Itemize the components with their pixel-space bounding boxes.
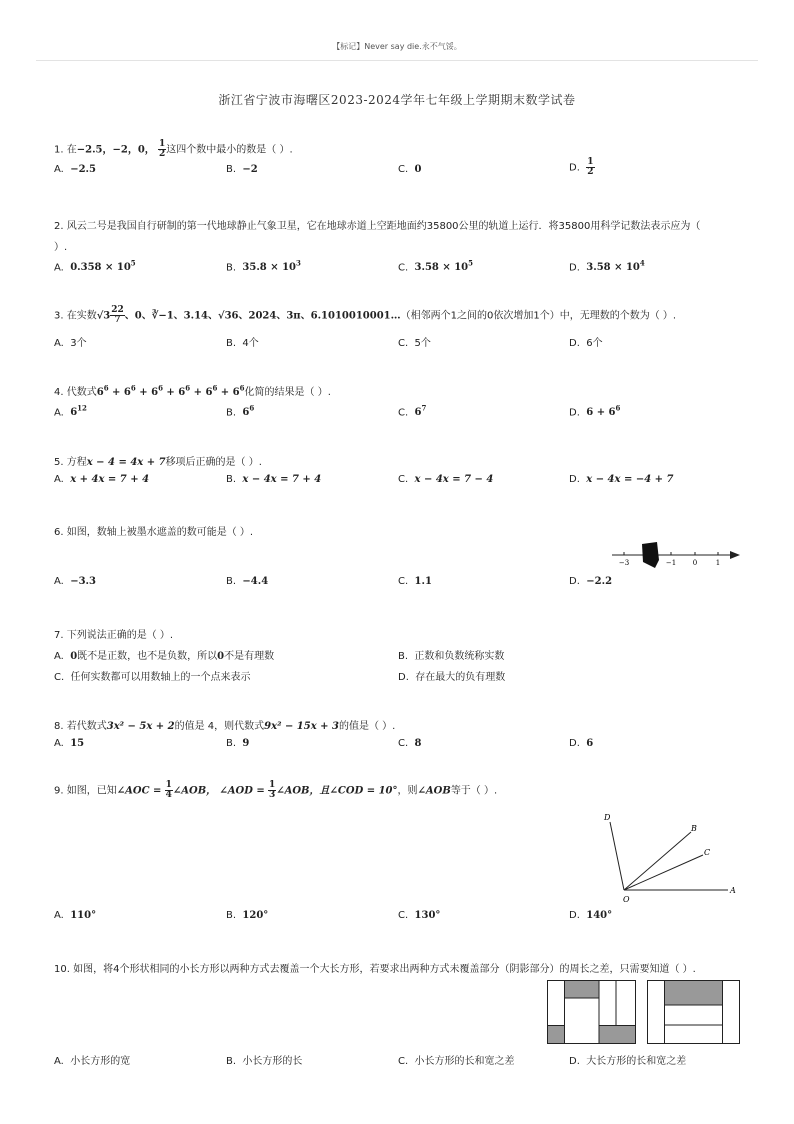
option-c[interactable]: C. 1.1 xyxy=(398,576,432,587)
small-rect xyxy=(723,981,740,1044)
small-rect xyxy=(599,981,616,1026)
option-c[interactable]: C. 130° xyxy=(398,910,441,921)
option-c[interactable]: C. 5个 xyxy=(398,338,431,349)
tick-label: 1 xyxy=(715,559,721,567)
header-note: 【标记】Never say die.永不气馁。 xyxy=(332,42,462,51)
option-a[interactable]: A. −2.5 xyxy=(54,164,96,175)
option-d[interactable]: D. −2.2 xyxy=(569,576,613,587)
option-a[interactable]: A. 小长方形的宽 xyxy=(54,1056,131,1067)
tick-label: −1 xyxy=(665,559,677,567)
fraction: $\frac{1}{2}$ xyxy=(159,139,166,159)
option-a[interactable]: A. x + 4x = 7 + 4 xyxy=(54,474,150,485)
option-b[interactable]: B. −4.4 xyxy=(226,576,269,587)
question-2-cont: ）. xyxy=(54,242,68,253)
question-7: 7. 下列说法正确的是（ ）. xyxy=(54,630,174,641)
power-exponent: 6 xyxy=(239,383,245,393)
power-exponent: 6 xyxy=(185,383,191,393)
option-c[interactable]: C. x − 4x = 7 − 4 xyxy=(398,474,494,485)
option-c[interactable]: C. 小长方形的长和宽之差 xyxy=(398,1056,515,1067)
option-d[interactable]: D. $6 + 6^6$ xyxy=(569,404,621,419)
power-base: 6 xyxy=(232,387,240,398)
small-rect xyxy=(565,998,600,1044)
option-a[interactable]: A. $6^{12}$ xyxy=(54,404,87,419)
option-d[interactable]: D. x − 4x = −4 + 7 xyxy=(569,474,674,485)
option-c[interactable]: C. 0 xyxy=(398,164,422,175)
question-8: 8. 若代数式3x² − 5x + 2的值是 4，则代数式9x² − 15x + 3的值是（ ）. xyxy=(54,721,396,732)
number-line-figure xyxy=(610,540,742,574)
option-b[interactable]: B. x − 4x = 7 + 4 xyxy=(226,474,322,485)
option-d[interactable]: D. 大长方形的长和宽之差 xyxy=(569,1056,687,1067)
power-exponent: 6 xyxy=(130,383,136,393)
question-5: 5. 方程x − 4 = 4x + 7移项后正确的是（ ）. xyxy=(54,457,262,468)
rectangles-figure xyxy=(547,980,742,1044)
option-c[interactable]: C. $3.58 \times 10^5$ xyxy=(398,259,474,274)
option-b[interactable]: B. 正数和负数统称实数 xyxy=(398,651,505,662)
option-a[interactable]: A. $0.358 \times 10^5$ xyxy=(54,259,136,274)
option-d[interactable]: D. 存在最大的负有理数 xyxy=(398,672,506,683)
option-c[interactable]: C. 8 xyxy=(398,738,422,749)
option-a[interactable]: A. 3个 xyxy=(54,338,87,349)
option-d[interactable]: D. $3.58 \times 10^4$ xyxy=(569,259,645,274)
small-rect xyxy=(616,981,636,1026)
option-b[interactable]: B. 120° xyxy=(226,910,269,921)
power-exponent: 6 xyxy=(212,383,218,393)
question-10: 10. 如图，将4个形状相同的小长方形以两种方式去覆盖一个大长方形，若要求出两种方式未覆盖部分（阴影部分）的周长之差，只需要知道（ ）. xyxy=(54,964,696,975)
option-b[interactable]: B. 4个 xyxy=(226,338,259,349)
option-b[interactable]: B. 小长方形的长 xyxy=(226,1056,303,1067)
power-sum-expression: $6^6 + 6^6 + 6^6 + 6^6 + 6^6 + 6^6$ xyxy=(96,383,245,398)
angle-figure xyxy=(596,808,742,906)
small-rect xyxy=(648,981,665,1044)
small-rect xyxy=(665,1005,723,1025)
ray-od xyxy=(610,822,624,890)
point-label-o: O xyxy=(623,895,630,904)
ray-ob xyxy=(624,832,691,890)
point-label-a: A xyxy=(730,886,736,895)
power-base: 6 xyxy=(205,387,213,398)
question-6: 6. 如图，数轴上被墨水遮盖的数可能是（ ）. xyxy=(54,527,254,538)
header-divider xyxy=(36,60,758,61)
ray-oc xyxy=(624,855,703,890)
option-a[interactable]: A. 0既不是正数，也不是负数，所以0不是有理数 xyxy=(54,651,275,662)
page-title: 浙江省宁波市海曙区2023-2024学年七年级上学期期末数学试卷 xyxy=(218,93,576,107)
ink-blot xyxy=(642,542,659,568)
power-base: 6 xyxy=(96,387,104,398)
option-b[interactable]: B. −2 xyxy=(226,164,258,175)
tick-label: 0 xyxy=(692,559,698,567)
power-base: 6 xyxy=(178,387,186,398)
arrow-head xyxy=(730,551,740,559)
option-d[interactable]: D. $\frac{1}{2}$ xyxy=(569,157,594,177)
point-label-b: B xyxy=(691,824,697,833)
question-1: 1. 在−2.5，−2，0， $\frac{1}{2}$ 这四个数中最小的数是（ ）. xyxy=(54,139,293,159)
option-b[interactable]: B. 9 xyxy=(226,738,250,749)
option-d[interactable]: D. 6个 xyxy=(569,338,603,349)
power-base: 6 xyxy=(123,387,131,398)
point-label-d: D xyxy=(604,813,611,822)
option-a[interactable]: A. 15 xyxy=(54,738,85,749)
option-d[interactable]: D. 140° xyxy=(569,910,613,921)
question-2: 2. 风云二号是我国自行研制的第一代地球静止气象卫星，它在地球赤道上空距地面约35800公里的轨道上运行．将35800用科学记数法表示应为（ xyxy=(54,221,701,232)
question-9: 9. 如图，已知∠AOC = $\frac{1}{4}$ ∠AOB， ∠AOD = $\frac{1}{3}$ ∠AOB，且∠COD = 10°，则∠AOB等于（ ）. xyxy=(54,780,498,800)
option-d[interactable]: D. 6 xyxy=(569,738,594,749)
option-b[interactable]: B. $35.8 \times 10^3$ xyxy=(226,259,301,274)
small-rect xyxy=(548,981,565,1026)
question-4: 4. 代数式$6^6 + 6^6 + 6^6 + 6^6 + 6^6 + 6^6$化简的结果是（ ）. xyxy=(54,383,331,398)
option-a[interactable]: A. 110° xyxy=(54,910,97,921)
power-base: 6 xyxy=(151,387,159,398)
power-exponent: 6 xyxy=(158,383,163,393)
tick-label: −3 xyxy=(618,559,630,567)
option-c[interactable]: C. 任何实数都可以用数轴上的一个点来表示 xyxy=(54,672,251,683)
small-rect xyxy=(665,1025,723,1044)
question-3: 3. 在实数√3 $\frac{22}{7}$ 、0、∛−1、3.14、√36、2024、3π、6.1010010001…（相邻两个1之间的0依次增加1个）中，无理数的个数为（ ）. xyxy=(54,305,677,325)
option-c[interactable]: C. $6^7$ xyxy=(398,404,427,419)
power-exponent: 6 xyxy=(103,383,109,393)
point-label-c: C xyxy=(704,848,711,857)
option-b[interactable]: B. $6^6$ xyxy=(226,404,255,419)
option-a[interactable]: A. −3.3 xyxy=(54,576,96,587)
